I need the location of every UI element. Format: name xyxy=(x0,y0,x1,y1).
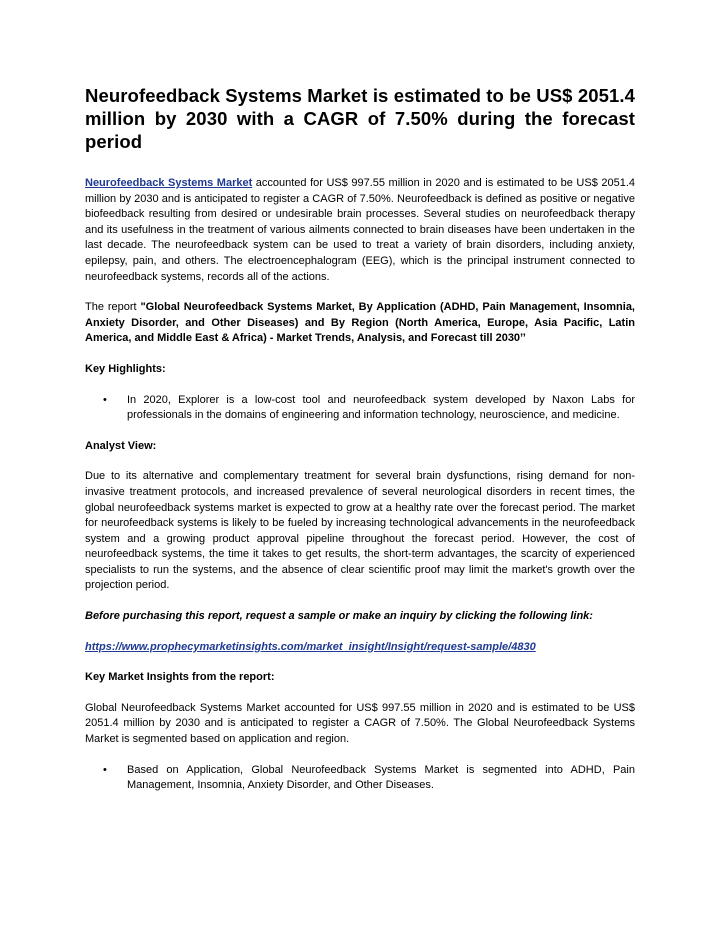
insight-bullet-text: Based on Application, Global Neurofeedback Systems Market is segmented into ADHD, Pain Management, Insomnia, Anxiety Disorder, and Other Diseases. xyxy=(127,763,635,792)
market-link[interactable]: Neurofeedback Systems Market xyxy=(85,177,253,189)
analyst-view-heading: Analyst View: xyxy=(85,439,157,452)
bullet-icon: • xyxy=(103,393,107,406)
key-highlights-heading: Key Highlights: xyxy=(85,362,166,375)
key-insights-heading: Key Market Insights from the report: xyxy=(85,671,275,684)
report-paragraph xyxy=(85,300,635,347)
request-sample-link[interactable]: https://www.prophecymarketinsights.com/market_insight/Insight/request-sample/4830 xyxy=(85,640,536,653)
bullet-icon: • xyxy=(103,763,107,776)
intro-text: accounted for US$ 997.55 million in 2020 and is estimated to be US$ 2051.4 million by 2030 and is anticipated to register a CAGR of 7.50%. Neurofeedback is defined as positive or negative biofeedback resulting from desired or undesirable brain processes. Several studies on neurofeedback therapy and its usefulness in the treatment of various ailments connected to brain diseases have been undertaken in the last decade. The neurofeedback system can be used to treat a variety of brain disorders, including anxiety, epilepsy, pain, and others. The electroencephalogram (EEG), which is the principal instrument connected to neurofeedback systems, records all of the actions. xyxy=(85,177,635,283)
cta-text: Before purchasing this report, request a sample or make an inquiry by clicking the following link: xyxy=(85,610,593,623)
report-title: "Global Neurofeedback Systems Market, By Application (ADHD, Pain Management, Insomnia, Anxiety Disorder, and Other Diseases) and By Region (North America, Europe, Asia Pacific, Latin America, and Middle East & Africa) - Market Trends, Analysis, and Forecast till 2030’’ xyxy=(85,301,635,345)
insight-bullet xyxy=(103,763,635,794)
key-insights-paragraph: Global Neurofeedback Systems Market accounted for US$ 997.55 million in 2020 and is estimated to be US$ 2051.4 million by 2030 and is anticipated to register a CAGR of 7.50%. The Global Neurofeedback Systems Market is segmented based on application and region. xyxy=(85,701,635,746)
document-title: Neurofeedback Systems Market is estimated to be US$ 2051.4 million by 2030 with a CAGR of 7.50% during the forecast period xyxy=(85,85,635,152)
analyst-view-paragraph: Due to its alternative and complementary treatment for several brain dysfunctions, rising demand for non-invasive treatment protocols, and increased prevalence of several neurological disorders in recent times, the global neurofeedback systems market is expected to grow at a healthy rate over the forecast period. The market for neurofeedback systems is likely to be fueled by increasing technological advancements in the neurofeedback system and a growing product approval pipeline throughout the forecast period. However, the cost of neurofeedback systems, the time it takes to get results, the short-term advantages, the scarcity of experienced specialists to run the systems, and the absence of clear scientific proof may limit the market's growth over the projection period. xyxy=(85,470,635,592)
cta-link-paragraph xyxy=(85,640,635,656)
document-page xyxy=(85,84,635,794)
highlight-bullet xyxy=(103,393,635,424)
intro-paragraph xyxy=(85,176,635,285)
highlight-bullet-text: In 2020, Explorer is a low-cost tool and neurofeedback system developed by Naxon Labs for professionals in the domains of engineering and information technology, neuroscience, and medicine. xyxy=(127,393,635,422)
report-prefix: The report xyxy=(85,301,141,314)
